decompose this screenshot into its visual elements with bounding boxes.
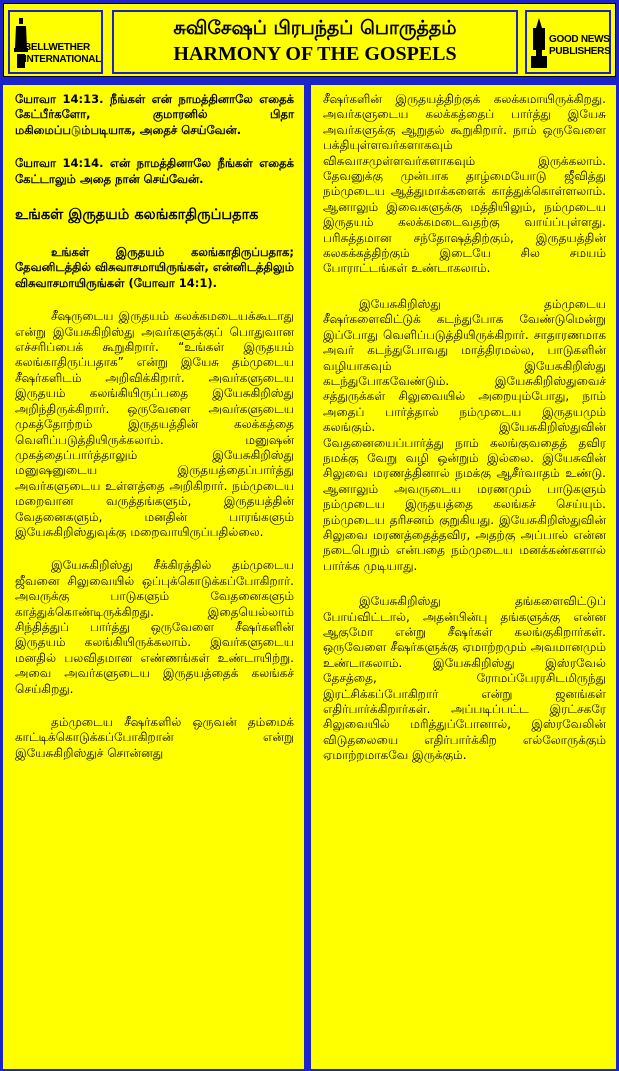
page-title-tamil: சுவிசேஷப் பிரபந்தப் பொருத்தம் — [173, 17, 457, 39]
body-paragraph: இயேசுகிறிஸ்து தங்களைவிட்டுப் போய்விட்டால், அதன்பின்பு தங்களுக்கு என்ன ஆகுமோ என்று சீஷர்கள் கலங்குகிறார்கள். ஒருவேளை சீஷர்களுக்கு ஏமாற்றமும் அவமானமும் உண்டாகலாம். இயேசுகிறிஸ்து இஸ்ரவேல் தேசத்தை, ரோமப்பேரரசிடமிருந்து இரட்சிக்கப்போகிறார் என்று ஜனங்கள் எதிர்பார்க்கிறார்கள். அப்படிப்பட்ட இரட்சகரே சிலுவையில் மரித்துப்போனால், இஸ்ரவேலின் விடுதலையை எதிர்பார்க்கிற எல்லோருக்கும் ஏமாற்றமாகவே இருக்கும். — [323, 594, 606, 763]
lamp-icon — [531, 18, 547, 68]
verse-john-14-13: யோவா 14:13. நீங்கள் என் நாமத்தினாலே எதைக் கேட்பீர்களோ, குமாரனில் பிதா மகிமைப்படும்படியாக, அதைச் செய்வேன். — [15, 92, 294, 137]
good-news-logo — [525, 10, 611, 74]
key-verse: உங்கள் இருதயம் கலங்காதிருப்பதாக; தேவனிடத்தில் விசுவாசமாயிருங்கள், என்னிடத்திலும் விசுவாசமாயிருங்கள் (யோவா 14:1). — [15, 245, 294, 290]
good-news-logo-text: GOOD NEWS PUBLISHERS — [549, 34, 611, 57]
right-column — [311, 85, 616, 1069]
title-box — [112, 10, 518, 74]
verse-john-14-14: யோவா 14:14. என் நாமத்தினாலே நீங்கள் எதைக் கேட்டாலும் அதை நான் செய்வேன். — [15, 156, 294, 186]
body-paragraph: தம்முடைய சீஷர்களில் ஒருவன் தம்மைக் காட்டிக்கொடுக்கப்போகிறான் என்று இயேசுகிறிஸ்துச் சொன்னது — [15, 715, 294, 760]
bellwether-logo — [8, 10, 103, 74]
body-paragraph: சீஷர்களின் இருதயத்திற்குக் கலக்கமாயிருக்கிறது. அவர்களுடைய கலக்கத்தைப் பார்த்து இயேசு அவர்களுக்கு ஆறுதல் கூறுகிறார். நாம் ஒருவேளை பக்தியுள்ளவர்களாகவும் விசுவாசமுள்ளவர்களாகவும் இருக்கலாம். தேவனுக்கு முன்பாக தாழ்மையோடு ஜீவித்து நம்முடைய ஆத்துமாக்களைக் காத்துக்கொள்ளலாம். ஆனாலும் இவைகளுக்கு மத்தியிலும், நம்முடைய இருதயம் கலக்கமடைவதற்கு வாய்ப்புள்ளது. பரிசுத்தமான சந்தோஷத்திற்கும், இருதயத்தின் கலகக்கத்திற்கும் இடையே சில சமயம் போராட்டங்கள் உண்டாகலாம். — [323, 92, 606, 276]
body-paragraph: இயேசுகிறிஸ்து சீக்கிரத்தில் தம்முடைய ஜீவனை சிலுவையில் ஒப்புக்கொடுக்கப்போகிறார். அவருக்கு பாடுகளும் வேதனைகளும் காத்துக்கொண்டிருக்கிறது. இதையெல்லாம் சிந்தித்துப் பார்த்து ஒருவேளை சீஷர்களின் இருதயம் கலங்கியிருக்கலாம். இவர்களுடைய மனதில் பலவிதமான எண்ணங்கள் உண்டாயிற்று. அவை அவர்களுடைய இருதயத்தைக் கலங்கச் செய்கிறது. — [15, 558, 294, 696]
header-banner — [3, 3, 616, 77]
page-title-english: HARMONY OF THE GOSPELS — [173, 43, 457, 65]
left-column — [3, 85, 304, 1069]
body-paragraph: சீஷருடைய இருதயம் கலக்கமடையக்கூடாது என்று இயேசுகிறிஸ்து அவர்களுக்குப் பொதுவான எச்சரிப்பைக் கூறுகிறார். “உங்கள் இருதயம் கலங்காதிருப்பதாக” என்று இயேசு தம்முடைய சீஷர்களிடம் அறிவிக்கிறார். அவர்களுடைய இருதயம் கலங்கியிருப்பதை இயேசுகிறிஸ்து அறிந்திருக்கிறார். ஒருவேளை அவர்களுடைய முகத்தோற்றம் இருதயத்தின் கலக்கத்தை வெளிப்படுத்தியிருக்கலாம். மனுஷன் முகத்தைப்பார்த்தாலும் இயேசுகிறிஸ்து மனுஷனுடைய இருதயத்தைப்பார்த்து அவர்களுடைய உள்ளத்தை அறிகிறார். நம்முடைய மறைவான வருத்தங்களும், இருதயத்தின் வேதனைகளும், மனதின் பாரங்களும் இயேசுகிறிஸ்துவுக்கு மறைவாயிருப்பதில்லை. — [15, 309, 294, 539]
bellwether-logo-text: BELLWETHER INTERNATIONAL — [24, 42, 102, 65]
body-paragraph: இயேசுகிறிஸ்து தம்முடைய சீஷர்களைவிட்டுக் கடந்துபோக வேண்டுமென்று இப்போது வெளிப்படுத்தியிருக்கிறார். சாதாரணமாக அவர் கடந்துபோவது மாத்திரமல்ல, பாடுகளின் வழியாகவும் இயேசுகிறிஸ்து கடந்துபோகவேண்டும். இயேசுகிறிஸ்துவைச் சத்துருக்கள் சிலுவையில் அறையும்போது, நாம் அதைப் பார்த்தால் நம்முடைய இருதயமும் கலங்கும். இயேசுகிறிஸ்துவின் வேதனையைப்பார்த்து நாம் கலங்குவதைத் தவிர நமக்கு வேறு வழி ஒன்றும் இல்லை. இயேசுவின் சிலுவை மரணத்தினால் நமக்கு ஆசீர்வாதம் உண்டு. ஆனாலும் அவருடைய மரணமும் பாடுகளும் நம்முடைய இருதயத்தை கலங்கச் செய்யும். நம்முடைய தரிசனம் குறுகியது. இயேசுகிறிஸ்துவின் சிலுவை மரணத்தைத்தவிர, அதற்கு அப்பால் என்ன நடைபெறும் என்பதை நம்முடைய மனக்கண்களால் பார்க்க முடியாது. — [323, 296, 606, 573]
section-heading: உங்கள் இருதயம் கலங்காதிருப்பதாக — [15, 207, 259, 224]
